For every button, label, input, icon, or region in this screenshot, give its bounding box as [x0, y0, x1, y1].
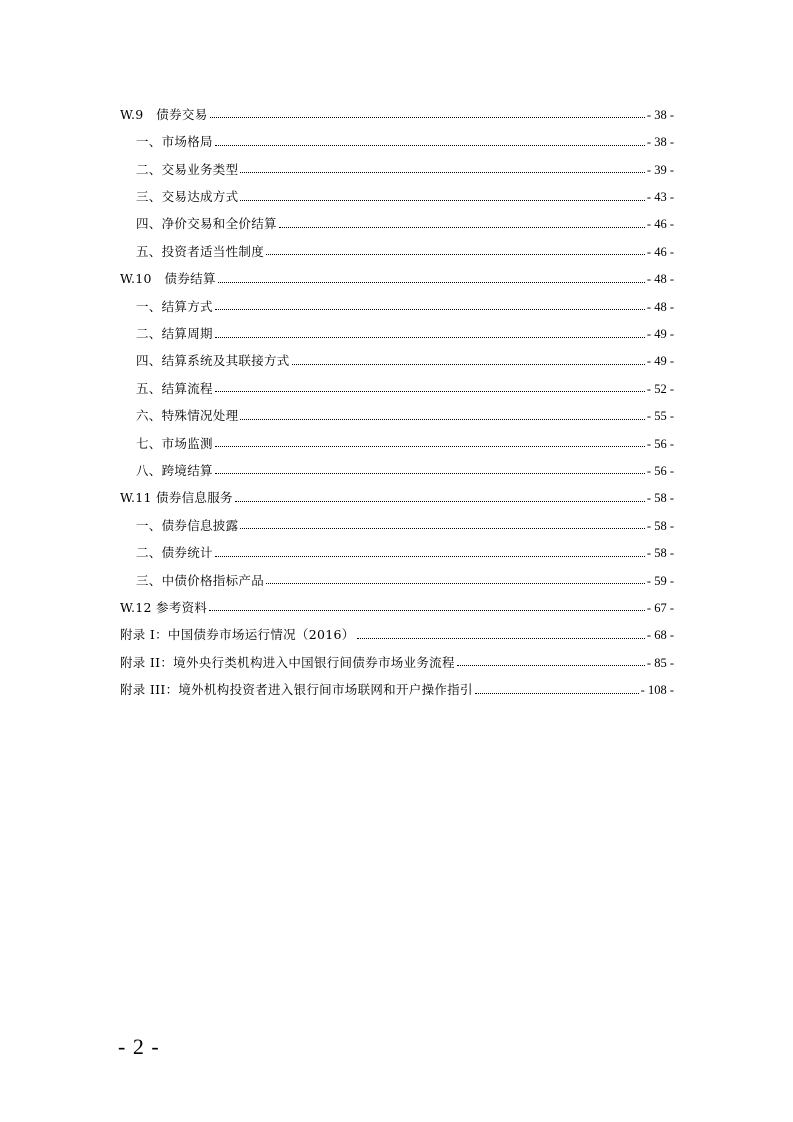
toc-entry[interactable]	[120, 341, 674, 368]
toc-entry-page: - 56 -	[646, 436, 674, 451]
toc-entry[interactable]	[120, 560, 674, 587]
toc-leader-dots	[215, 145, 645, 146]
toc-entry[interactable]	[120, 423, 674, 450]
toc-entry-label: 附录 II：境外央行类机构进入中国银行间债券市场业务流程	[120, 654, 455, 670]
toc-leader-dots	[235, 501, 645, 502]
toc-leader-dots	[215, 473, 645, 474]
toc-entry-page: - 52 -	[646, 381, 674, 396]
toc-entry-label: 二、债券统计	[136, 545, 213, 561]
toc-entry-label: 七、市场监测	[136, 435, 213, 451]
toc-entry-page: - 38 -	[646, 135, 674, 150]
page-number: - 2 -	[118, 1034, 160, 1059]
toc-entry[interactable]	[120, 395, 674, 422]
toc-entry-label: 附录 I：中国债券市场运行情况（2016）	[120, 627, 355, 643]
toc-entry-label: W.12 参考资料	[120, 599, 208, 615]
toc-entry[interactable]	[120, 313, 674, 340]
toc-leader-dots	[209, 610, 645, 611]
toc-leader-dots	[457, 665, 645, 666]
toc-entry-label: 八、跨境结算	[136, 462, 213, 478]
toc-entry[interactable]	[120, 642, 674, 669]
toc-entry-page: - 55 -	[646, 409, 674, 424]
toc-entry[interactable]	[120, 121, 674, 148]
toc-entry[interactable]	[120, 532, 674, 559]
toc-entry-label: W.11 债券信息服务	[120, 490, 233, 506]
table-of-contents	[120, 94, 674, 697]
toc-leader-dots	[215, 309, 645, 310]
toc-entry[interactable]	[120, 204, 674, 231]
toc-leader-dots	[357, 638, 645, 639]
toc-entry[interactable]	[120, 258, 674, 285]
toc-entry-page: - 67 -	[646, 600, 674, 615]
toc-entry[interactable]	[120, 176, 674, 203]
toc-entry-label: 五、结算流程	[136, 380, 213, 396]
toc-leader-dots	[240, 172, 645, 173]
toc-leader-dots	[215, 337, 645, 338]
toc-entry-page: - 56 -	[646, 463, 674, 478]
toc-leader-dots	[292, 364, 645, 365]
toc-entry-page: - 49 -	[646, 354, 674, 369]
toc-leader-dots	[266, 583, 645, 584]
toc-entry-label: 三、交易达成方式	[136, 189, 239, 205]
toc-entry[interactable]	[120, 368, 674, 395]
toc-leader-dots	[475, 693, 639, 694]
toc-leader-dots	[215, 391, 645, 392]
toc-entry[interactable]	[120, 505, 674, 532]
toc-entry-page: - 58 -	[646, 546, 674, 561]
toc-leader-dots	[215, 556, 645, 557]
toc-entry-label: W.10 债券结算	[120, 271, 216, 287]
toc-entry-label: 三、中债价格指标产品	[136, 572, 265, 588]
toc-entry[interactable]	[120, 231, 674, 258]
toc-entry[interactable]	[120, 450, 674, 477]
toc-entry-label: 六、特殊情况处理	[136, 408, 239, 424]
toc-leader-dots	[240, 419, 645, 420]
toc-entry-page: - 58 -	[646, 518, 674, 533]
toc-entry-page: - 38 -	[646, 107, 674, 122]
toc-entry-label: 二、结算周期	[136, 326, 213, 342]
toc-entry-label: 五、投资者适当性制度	[136, 243, 265, 259]
toc-entry-page: - 108 -	[640, 683, 674, 698]
toc-entry[interactable]	[120, 614, 674, 641]
toc-entry-page: - 46 -	[646, 217, 674, 232]
toc-entry-page: - 46 -	[646, 244, 674, 259]
toc-entry-page: - 59 -	[646, 573, 674, 588]
toc-entry-label: 附录 III：境外机构投资者进入银行间市场联网和开户操作指引	[120, 682, 473, 698]
toc-entry[interactable]	[120, 587, 674, 614]
toc-leader-dots	[215, 446, 645, 447]
toc-entry[interactable]	[120, 669, 674, 696]
toc-entry-page: - 39 -	[646, 162, 674, 177]
toc-entry-label: 二、交易业务类型	[136, 161, 239, 177]
toc-entry-page: - 58 -	[646, 491, 674, 506]
toc-entry-label: 四、结算系统及其联接方式	[136, 353, 290, 369]
toc-entry-label: 一、结算方式	[136, 298, 213, 314]
toc-leader-dots	[240, 528, 645, 529]
toc-entry-label: 一、债券信息披露	[136, 517, 239, 533]
toc-entry[interactable]	[120, 477, 674, 504]
toc-leader-dots	[218, 282, 645, 283]
toc-entry[interactable]	[120, 286, 674, 313]
toc-entry-label: 四、净价交易和全价结算	[136, 216, 277, 232]
toc-entry-page: - 68 -	[646, 628, 674, 643]
toc-entry[interactable]	[120, 94, 674, 121]
toc-leader-dots	[240, 200, 645, 201]
toc-leader-dots	[279, 227, 645, 228]
toc-entry-page: - 48 -	[646, 272, 674, 287]
toc-entry-label: W.9 债券交易	[120, 106, 208, 122]
toc-leader-dots	[210, 117, 645, 118]
toc-entry-label: 一、市场格局	[136, 134, 213, 150]
toc-entry-page: - 48 -	[646, 299, 674, 314]
toc-entry[interactable]	[120, 149, 674, 176]
toc-entry-page: - 43 -	[646, 190, 674, 205]
toc-entry-page: - 49 -	[646, 327, 674, 342]
toc-leader-dots	[266, 254, 645, 255]
toc-entry-page: - 85 -	[646, 655, 674, 670]
